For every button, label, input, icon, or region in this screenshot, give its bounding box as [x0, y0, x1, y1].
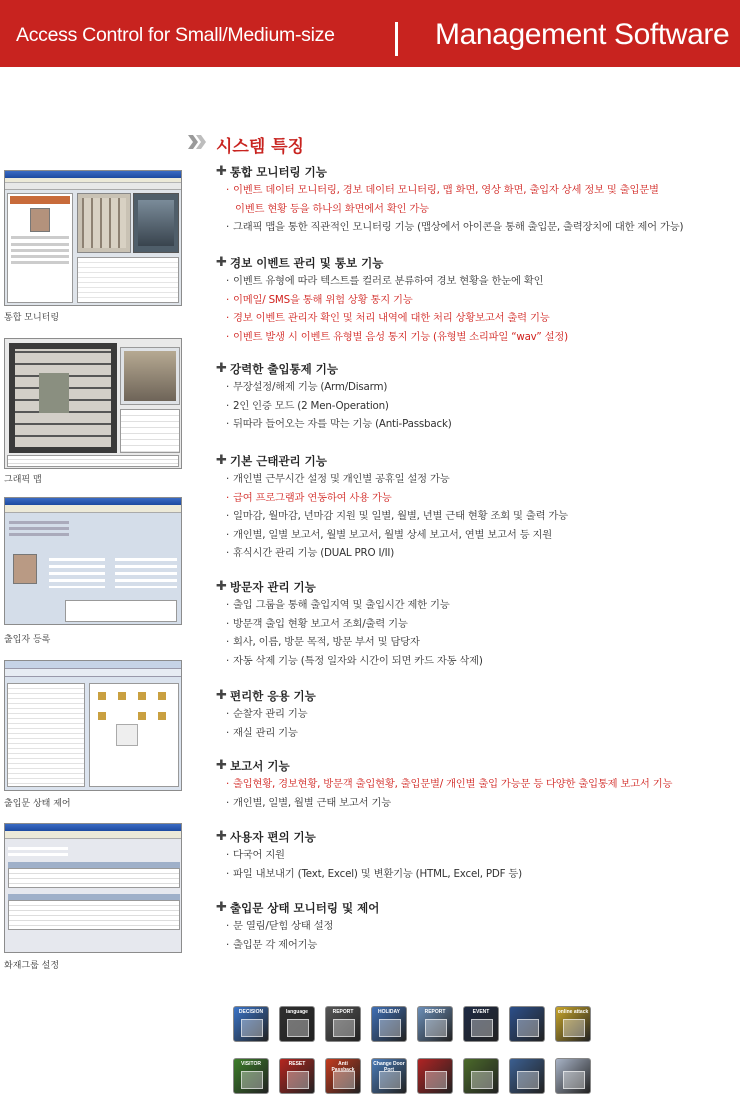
plus-icon: ✚	[216, 758, 227, 773]
screenshot-fire-group-setting	[4, 823, 182, 953]
feature-heading-text: 편리한 응용 기능	[230, 689, 316, 703]
feature-section	[216, 899, 736, 954]
door-print-icon	[371, 1058, 407, 1094]
feature-item-text: 파일 내보내기 (Text, Excel) 및 변환기능 (HTML, Excel, PDF 등)	[233, 867, 522, 880]
language-icon	[279, 1006, 315, 1042]
feature-item-text: 출입현황, 경보현황, 방문객 출입현황, 출입문별/ 개인별 출입 가능문 등 다양한 출입통제 보고서 기능	[233, 778, 673, 790]
feature-heading	[216, 360, 736, 378]
feature-item-text: 뒤따라 들어오는 자를 막는 기능 (Anti-Passback)	[233, 418, 452, 430]
feature-item	[216, 615, 736, 634]
bullet-dot: ·	[226, 184, 230, 196]
feature-item	[216, 200, 736, 219]
feature-item	[216, 633, 736, 652]
feature-item	[216, 181, 736, 200]
bullet-dot: ·	[226, 938, 230, 951]
feature-item	[216, 865, 736, 884]
feature-item	[216, 328, 736, 347]
feature-section	[216, 757, 736, 812]
feature-item	[216, 794, 736, 813]
plus-icon: ✚	[216, 579, 227, 594]
feature-item-text: 방문객 출입 현황 보고서 조회/출력 기능	[233, 617, 408, 630]
bullet-dot: ·	[226, 293, 230, 306]
feature-heading	[216, 163, 736, 181]
icon-label: RESET	[288, 1061, 306, 1067]
screenshot-graphic-map	[4, 338, 182, 469]
feature-heading-text: 사용자 편의 기능	[230, 830, 316, 844]
feature-item-text: 회사, 이름, 방문 목적, 방문 부서 및 담당자	[233, 636, 420, 648]
feature-item-text: 이메일/ SMS을 통해 위험 상황 통지 기능	[233, 293, 413, 306]
icon-label: REPORT	[332, 1009, 354, 1015]
bullet-dot: ·	[226, 312, 230, 324]
alarm-fire-icon	[417, 1058, 453, 1094]
plus-icon: ✚	[216, 688, 227, 703]
feature-item-text: 일마감, 월마감, 년마감 지원 및 일별, 월별, 년별 근태 현황 조회 및 출력 가능	[233, 510, 568, 522]
visitor-icon	[233, 1058, 269, 1094]
bullet-dot: ·	[226, 778, 230, 790]
feature-item	[216, 846, 736, 865]
feature-item-text: 이벤트 발생 시 이벤트 유형별 음성 통지 기능 (유형별 소리파일 “wav” 설정)	[233, 330, 568, 343]
feature-item	[216, 309, 736, 328]
feature-section	[216, 360, 736, 434]
anti-passback-icon	[325, 1058, 361, 1094]
feature-item	[216, 218, 736, 237]
feature-heading-text: 경보 이벤트 관리 및 통보 기능	[230, 256, 384, 270]
feature-item	[216, 724, 736, 743]
bullet-dot: ·	[226, 849, 230, 861]
feature-item-text: 순찰자 관리 기능	[233, 708, 308, 720]
plus-icon: ✚	[216, 255, 227, 270]
bullet-dot: ·	[226, 726, 230, 739]
feature-item-text: 개인별, 일별, 월별 근태 보고서 기능	[233, 796, 391, 809]
feature-heading	[216, 254, 736, 272]
feature-item-text: 개인별 근무시간 설정 및 개인별 공휴일 설정 가능	[233, 473, 450, 485]
feature-item-text: 자동 삭제 기능 (특정 일자와 시간이 되면 카드 자동 삭제)	[233, 654, 483, 667]
bullet-dot: ·	[226, 636, 230, 648]
icon-label: EVENT	[472, 1009, 490, 1015]
feature-section	[216, 452, 736, 563]
plus-icon: ✚	[216, 829, 227, 844]
feature-heading	[216, 687, 736, 705]
screenshot-door-status-control	[4, 660, 182, 791]
feature-item	[216, 489, 736, 508]
feature-item	[216, 507, 736, 526]
banner-subtitle: Access Control for Small/Medium-size	[16, 24, 335, 46]
report-print-icon	[417, 1006, 453, 1042]
feature-heading	[216, 452, 736, 470]
feature-heading-text: 통합 모니터링 기능	[230, 165, 327, 179]
icon-label: HOLIDAY	[377, 1009, 401, 1015]
feature-item-text: 출입문 각 제어기능	[233, 938, 318, 951]
feature-item-text: 개인별, 일별 보고서, 월별 보고서, 월별 상세 보고서, 연별 보고서 등 지원	[233, 528, 553, 541]
feature-item-text: 이벤트 데이터 모니터링, 경보 데이터 모니터링, 맵 화면, 영상 화면, 출입자 상세 정보 및 출입문별	[233, 184, 659, 196]
feature-item	[216, 652, 736, 671]
double-chevron-icon	[188, 135, 208, 149]
plus-icon: ✚	[216, 164, 227, 179]
bullet-dot: ·	[226, 528, 230, 541]
feature-heading-text: 기본 근태관리 기능	[230, 454, 327, 468]
plus-icon: ✚	[216, 900, 227, 915]
feature-item	[216, 917, 736, 936]
map-view-icon	[509, 1058, 545, 1094]
feature-heading	[216, 899, 736, 917]
feature-item	[216, 596, 736, 615]
bullet-dot: ·	[226, 796, 230, 809]
feature-heading-text: 출입문 상태 모니터링 및 제어	[230, 901, 380, 915]
plus-icon: ✚	[216, 453, 227, 468]
report-icon	[325, 1006, 361, 1042]
icon-label: VISITOR	[241, 1061, 261, 1067]
feature-item	[216, 775, 736, 794]
feature-heading-text: 방문자 관리 기능	[230, 580, 316, 594]
feature-item	[216, 705, 736, 724]
bullet-dot: ·	[226, 599, 230, 611]
feature-item	[216, 544, 736, 563]
feature-item	[216, 291, 736, 310]
feature-item	[216, 470, 736, 489]
feature-heading	[216, 757, 736, 775]
feature-item-text: 경보 이벤트 관리자 확인 및 처리 내역에 대한 처리 상황보고서 출력 기능	[233, 312, 550, 324]
feature-heading-text: 강력한 출입통제 기능	[230, 362, 338, 376]
bullet-dot: ·	[226, 920, 230, 932]
icon-label: Anti Passback	[331, 1061, 355, 1073]
holiday-icon	[371, 1006, 407, 1042]
icon-label: DECISION	[238, 1009, 264, 1015]
screenshot-user-registration	[4, 497, 182, 625]
icon-label: Change Door Port	[373, 1061, 405, 1073]
bullet-dot: ·	[226, 473, 230, 485]
window-monitor-icon	[509, 1006, 545, 1042]
bullet-dot: ·	[226, 547, 230, 559]
caption-integrated-monitoring: 통합 모니터링	[4, 313, 60, 323]
bullet-dot: ·	[226, 418, 230, 430]
icon-label: language	[286, 1009, 308, 1015]
icon-label: online attack	[557, 1009, 589, 1015]
reset-icon	[279, 1058, 315, 1094]
group-boxes-icon	[555, 1058, 591, 1094]
online-attack-icon	[555, 1006, 591, 1042]
header-banner	[0, 0, 740, 67]
feature-item-text: 급여 프로그램과 연동하여 사용 가능	[233, 491, 392, 504]
feature-section	[216, 254, 736, 346]
icon-label: REPORT	[424, 1009, 446, 1015]
attendance-icon	[463, 1058, 499, 1094]
feature-section	[216, 828, 736, 883]
decision-icon	[233, 1006, 269, 1042]
feature-section	[216, 687, 736, 742]
feature-item	[216, 397, 736, 416]
feature-item	[216, 378, 736, 397]
event-icon	[463, 1006, 499, 1042]
bullet-dot: ·	[226, 867, 230, 880]
feature-heading-text: 보고서 기능	[230, 759, 290, 773]
feature-item-text: 출입 그룹을 통해 출입지역 및 출입시간 제한 기능	[233, 599, 450, 611]
feature-item-text: 이벤트 유형에 따라 텍스트를 컬러로 분류하여 경보 현황을 한눈에 확인	[233, 275, 544, 287]
bullet-dot: ·	[226, 399, 230, 412]
feature-item	[216, 936, 736, 955]
feature-item-text: 2인 인증 모드 (2 Men-Operation)	[233, 399, 389, 412]
bullet-dot: ·	[226, 221, 230, 233]
caption-door-status-control: 출입문 상태 제어	[4, 799, 71, 809]
banner-separator	[395, 22, 398, 56]
feature-item-text: 그래픽 맵을 통한 직관적인 모니터링 기능 (맵상에서 아이콘을 통해 출입문, 출력장치에 대한 제어 가능)	[233, 221, 684, 233]
bullet-dot: ·	[226, 491, 230, 504]
bullet-dot: ·	[226, 381, 230, 393]
screenshot-integrated-monitoring	[4, 170, 182, 306]
caption-fire-group-setting: 화재그룹 설정	[4, 961, 60, 971]
bullet-dot: ·	[226, 510, 230, 522]
feature-heading	[216, 828, 736, 846]
feature-section	[216, 163, 736, 237]
feature-item-text: 휴식시간 관리 기능 (DUAL PRO I/II)	[233, 547, 395, 559]
feature-section	[216, 578, 736, 670]
bullet-dot: ·	[226, 617, 230, 630]
feature-heading	[216, 578, 736, 596]
bullet-dot: ·	[226, 275, 230, 287]
section-title-text: 시스템 특징	[216, 137, 305, 157]
feature-item	[216, 526, 736, 545]
caption-graphic-map: 그래픽 맵	[4, 475, 42, 485]
bullet-dot: ·	[226, 654, 230, 667]
bullet-dot: ·	[226, 330, 230, 343]
feature-item	[216, 415, 736, 434]
feature-item-text: 다국어 지원	[233, 849, 285, 861]
feature-item-text: 이벤트 현황 등을 하나의 화면에서 확인 가능	[235, 202, 429, 215]
plus-icon: ✚	[216, 361, 227, 376]
feature-item	[216, 272, 736, 291]
caption-user-registration: 출입자 등록	[4, 635, 51, 645]
bullet-dot: ·	[226, 708, 230, 720]
feature-item-text: 재실 관리 기능	[233, 726, 298, 739]
feature-item-text: 무장설정/해제 기능 (Arm/Disarm)	[233, 381, 388, 393]
feature-item-text: 문 열림/닫힘 상태 설정	[233, 920, 334, 932]
banner-title: Management Software	[435, 18, 730, 51]
